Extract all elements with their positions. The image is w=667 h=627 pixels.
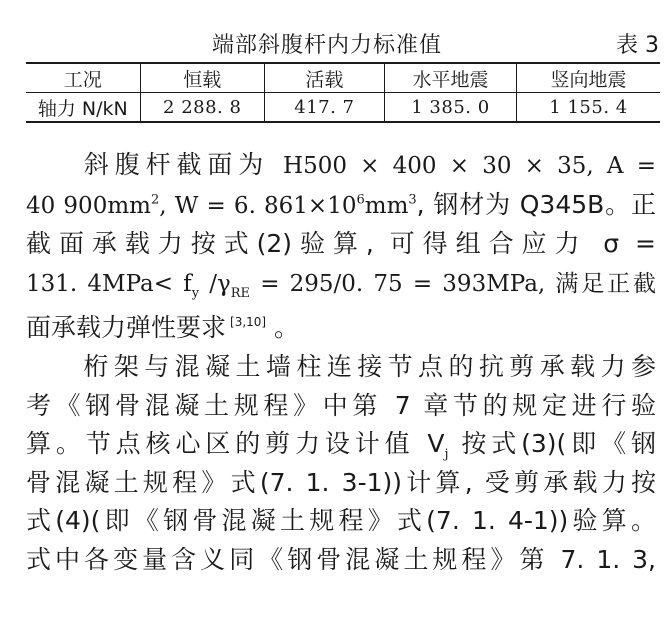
header-condition: 工况 [26,63,140,93]
cell-live-load: 417. 7 [264,93,384,123]
paragraph-2-line-6: 式中各变量含义同《钢骨混凝土规程》第 7. 1. 3, [26,544,656,574]
table-caption: 端部斜腹杆内力标准值 [212,33,443,58]
header-horizontal-seismic: 水平地震 [384,63,516,93]
paragraph-1-line-3: 截面承载力按式(2)验算, 可得组合应力 σ = [26,229,656,259]
paragraph-1-line-5: 面承载力弹性要求 [3,10] 。 [26,313,300,343]
paragraph-2-line-2: 考《钢骨混凝土规程》中第 7 章节的规定进行验 [26,390,656,420]
paragraph-1-line-2: 40 $900mm^2$, W = 6. $861\times 10^6mm^3$, 钢材为 Q345B。正 [26,189,656,219]
citation-ref: [3,10] [230,315,267,330]
cell-vertical-seismic: 1 155. 4 [517,93,660,123]
table-number: 表 3 [616,33,659,58]
table-header-row [26,63,660,93]
paragraph-2-line-1: 桁架与混凝土墙柱连接节点的抗剪承载力参 [78,351,656,381]
body-text [26,146,656,580]
header-dead-load: 恒载 [140,63,264,93]
internal-force-table [26,62,660,123]
paragraph-2-line-3: 算。节点核心区的剪力设计值 $V_j$ 按式(3)(即《钢 [26,429,656,463]
table-row [26,93,660,123]
paragraph-2-line-4: 骨混凝土规程》式(7. 1. 3-1))计算, 受剪承载力按 [26,467,656,497]
header-vertical-seismic: 竖向地震 [517,63,660,93]
header-live-load: 活载 [264,63,384,93]
paragraph-1-line-1: 斜腹杆截面为 H500 × 400 × 30 × 35, A = [78,150,656,179]
cell-horizontal-seismic: 1 385. 0 [384,93,516,123]
cell-dead-load: 2 288. 8 [140,93,264,123]
table-title [0,28,667,58]
paragraph-1-line-4: 131. $4MPa< f_y$ $/\gamma_{RE} = 295/0$. 75 = 393MPa, 满足正截 [26,270,656,301]
paragraph-2-line-5: 式(4)(即《钢骨混凝土规程》式(7. 1. 4-1))验算。 [26,506,656,536]
row-label: 轴力 N/kN [37,97,128,120]
